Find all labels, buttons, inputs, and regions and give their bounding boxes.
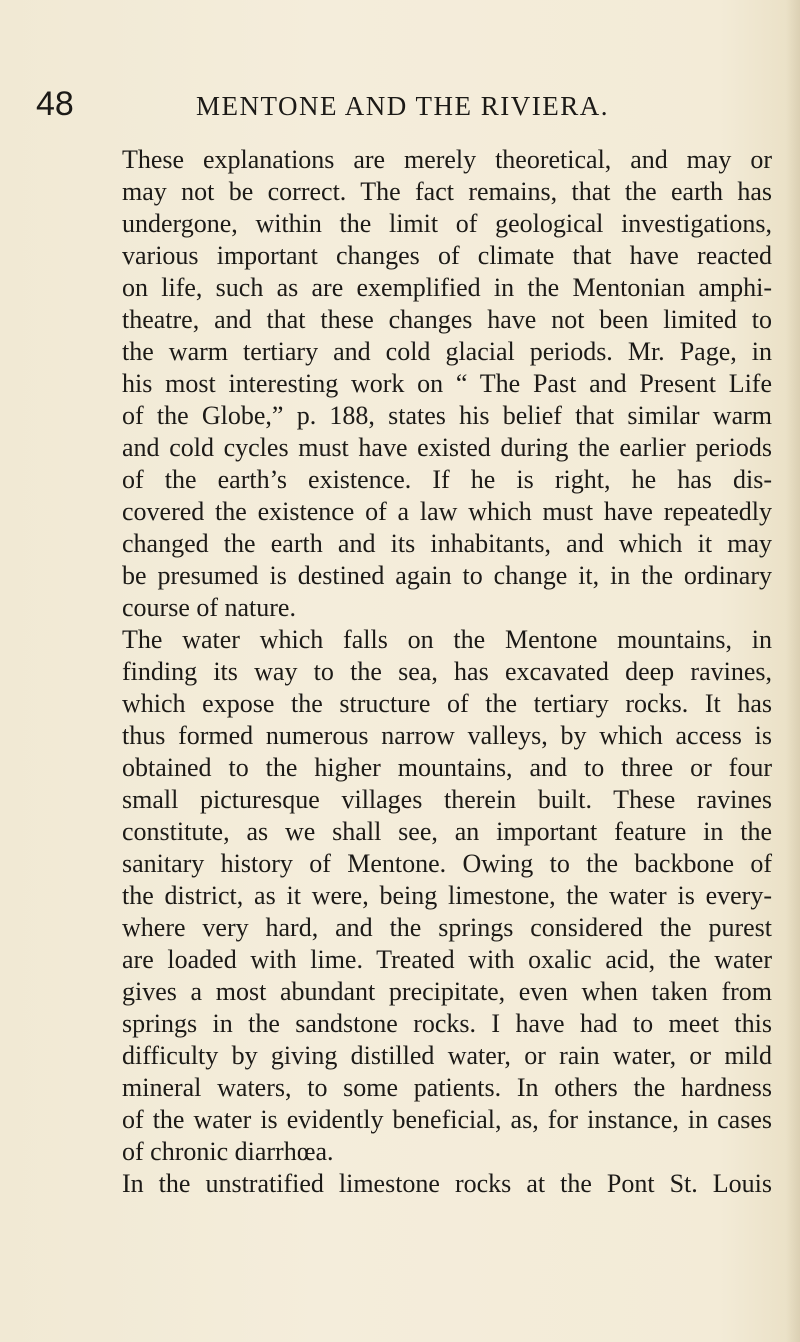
text-line: course of nature. [122,593,296,622]
running-head: MENTONE AND THE RIVIERA. [196,91,609,121]
text-line: obtained to the higher mountains, and to three or four [122,753,772,782]
text-line: changed the earth and its inhabitants, and which it may [122,529,772,558]
text-line: mineral waters, to some patients. In others the hardness [122,1073,772,1102]
text-line: of chronic diarrhœa. [122,1137,334,1166]
text-line: difficulty by giving distilled water, or rain water, or mild [122,1041,772,1070]
text-line: covered the existence of a law which must have repeatedly [122,497,772,526]
text-line: the district, as it were, being limestone, the water is every- [122,881,772,910]
text-line: are loaded with lime. Treated with oxalic acid, the water [122,945,772,974]
text-line: constitute, as we shall see, an important feature in the [122,817,772,846]
text-line: on life, such as are exemplified in the Mentonian amphi- [122,273,772,302]
text-line: small picturesque villages therein built. These ravines [122,785,772,814]
text-line: gives a most abundant precipitate, even when taken from [122,977,772,1006]
page-header [36,84,776,124]
text-line: and cold cycles must have existed during the earlier periods [122,433,772,462]
text-line: undergone, within the limit of geological investigations, [122,209,772,238]
text-line: be presumed is destined again to change it, in the ordinary [122,561,772,590]
text-line: of the Globe,” p. 188, states his belief that similar warm [122,401,772,430]
text-line: finding its way to the sea, has excavated deep ravines, [122,657,772,686]
text-line: the warm tertiary and cold glacial periods. Mr. Page, in [122,337,772,366]
text-line: theatre, and that these changes have not been limited to [122,305,772,334]
text-line: In the unstratified limestone rocks at the Pont St. Louis [122,1169,772,1198]
text-line: which expose the structure of the tertiary rocks. It has [122,689,772,718]
text-line: sanitary history of Mentone. Owing to the backbone of [122,849,772,878]
page-number: 48 [36,85,74,123]
text-line: where very hard, and the springs considered the purest [122,913,772,942]
text-line: These explanations are merely theoretical, and may or [122,145,772,174]
text-line: of the water is evidently beneficial, as, for instance, in cases [122,1105,772,1134]
text-line: may not be correct. The fact remains, that the earth has [122,177,772,206]
text-line: thus formed numerous narrow valleys, by which access is [122,721,772,750]
text-line: various important changes of climate that have reacted [122,241,772,270]
page-edge-shadow [786,0,800,1342]
text-line: springs in the sandstone rocks. I have had to meet this [122,1009,772,1038]
text-line: of the earth’s existence. If he is right, he has dis- [122,465,772,494]
body-text [122,144,772,1200]
text-line: The water which falls on the Mentone mountains, in [122,625,772,654]
text-line: his most interesting work on “ The Past and Present Life [122,369,772,398]
